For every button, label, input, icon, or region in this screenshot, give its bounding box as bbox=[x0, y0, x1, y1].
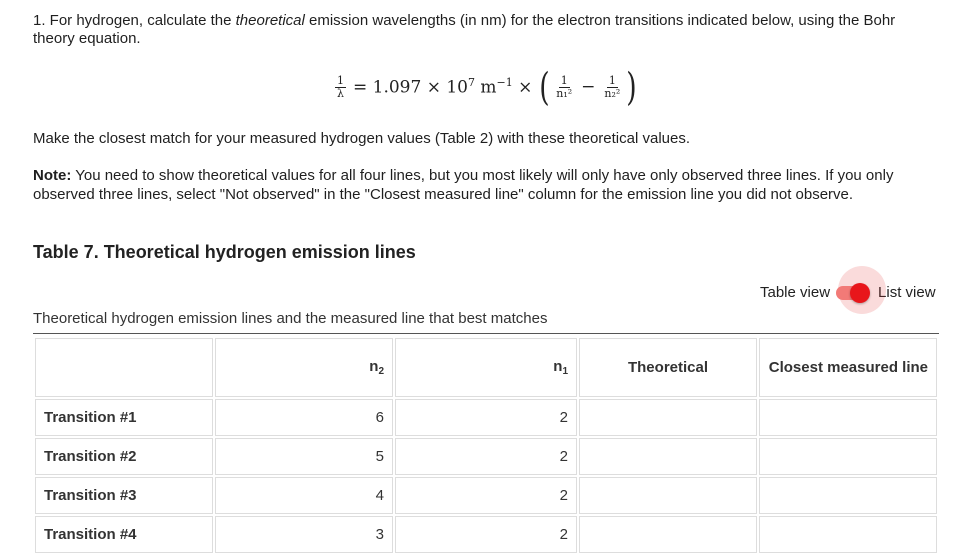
note-body: You need to show theoretical values for all four lines, but you most likely will only have only observed three lines. If you only observed three lines, select "Not observed" in the "Closest measured line" column for the emission line you did not observe. bbox=[33, 167, 894, 203]
instruction-text: Make the closest match for your measured hydrogen values (Table 2) with these theoretical values. bbox=[33, 130, 690, 147]
row-n1: 2 bbox=[395, 477, 577, 514]
toggle-knob[interactable] bbox=[850, 283, 870, 303]
equation-lhs-denominator: λ bbox=[337, 86, 344, 100]
row-closest-select[interactable] bbox=[759, 477, 937, 514]
note-text bbox=[33, 166, 923, 204]
equation-constant-base: = 1.097 × 10 bbox=[353, 77, 468, 98]
table-row bbox=[35, 438, 937, 475]
table-header-row bbox=[35, 338, 937, 397]
equation-times: × bbox=[512, 77, 533, 98]
row-theoretical-input[interactable] bbox=[579, 516, 757, 553]
row-n1: 2 bbox=[395, 438, 577, 475]
equation-term2-fraction bbox=[602, 75, 622, 100]
header-n2-sub: 2 bbox=[378, 366, 384, 377]
header-n1-main: n bbox=[553, 358, 563, 375]
row-theoretical-input[interactable] bbox=[579, 438, 757, 475]
row-label: Transition #2 bbox=[35, 438, 213, 475]
header-theoretical: Theoretical bbox=[579, 338, 757, 397]
row-n1: 2 bbox=[395, 399, 577, 436]
row-n2: 4 bbox=[215, 477, 393, 514]
equation-term1-numerator: 1 bbox=[560, 73, 568, 87]
equation-constant-exponent: 7 bbox=[468, 76, 475, 90]
question-emphasis: theoretical bbox=[235, 12, 305, 29]
table-caption: Theoretical hydrogen emission lines and the measured line that best matches bbox=[33, 310, 548, 327]
header-n2-main: n bbox=[369, 358, 379, 375]
list-view-label[interactable]: List view bbox=[878, 283, 936, 301]
row-closest-select[interactable] bbox=[759, 438, 937, 475]
header-n2 bbox=[215, 338, 393, 397]
table-row bbox=[35, 516, 937, 553]
row-theoretical-input[interactable] bbox=[579, 477, 757, 514]
table-title: Table 7. Theoretical hydrogen emission lines bbox=[33, 242, 416, 262]
view-toggle bbox=[760, 278, 936, 306]
caption-divider bbox=[33, 333, 939, 334]
question-prefix: 1. For hydrogen, calculate the bbox=[33, 12, 236, 29]
row-closest-select[interactable] bbox=[759, 399, 937, 436]
table-row bbox=[35, 477, 937, 514]
header-label-cell bbox=[35, 338, 213, 397]
header-n1-sub: 1 bbox=[562, 366, 568, 377]
row-n2: 3 bbox=[215, 516, 393, 553]
equation-term2-denominator: n₂² bbox=[604, 86, 621, 100]
row-theoretical-input[interactable] bbox=[579, 399, 757, 436]
view-toggle-switch[interactable] bbox=[836, 278, 876, 306]
row-n1: 2 bbox=[395, 516, 577, 553]
table-row bbox=[35, 399, 937, 436]
question-suffix: emission wavelengths (in nm) for the electron transitions indicated below, using the Bohr theory equation. bbox=[33, 12, 896, 47]
table-view-label[interactable]: Table view bbox=[760, 283, 831, 301]
header-closest-measured: Closest measured line bbox=[759, 338, 937, 397]
equation-term1-denominator: n₁² bbox=[556, 86, 573, 100]
row-label: Transition #3 bbox=[35, 477, 213, 514]
equation-minus: − bbox=[581, 77, 596, 97]
equation-unit: m bbox=[475, 77, 497, 98]
question-text bbox=[33, 12, 933, 48]
equation-lhs-fraction bbox=[335, 75, 346, 100]
equation-lhs-numerator: 1 bbox=[337, 73, 344, 87]
equation-close-paren: ) bbox=[626, 65, 637, 109]
row-label: Transition #4 bbox=[35, 516, 213, 553]
row-n2: 5 bbox=[215, 438, 393, 475]
row-label: Transition #1 bbox=[35, 399, 213, 436]
row-closest-select[interactable] bbox=[759, 516, 937, 553]
equation-term1-fraction bbox=[554, 75, 574, 100]
equation-constant bbox=[353, 76, 532, 98]
bohr-equation bbox=[333, 64, 639, 110]
header-n1 bbox=[395, 338, 577, 397]
equation-term2-numerator: 1 bbox=[608, 73, 616, 87]
note-label: Note: bbox=[33, 167, 72, 184]
equation-open-paren: ( bbox=[539, 65, 551, 109]
row-n2: 6 bbox=[215, 399, 393, 436]
emission-lines-table bbox=[33, 336, 939, 555]
equation-unit-exponent: −1 bbox=[496, 76, 513, 90]
